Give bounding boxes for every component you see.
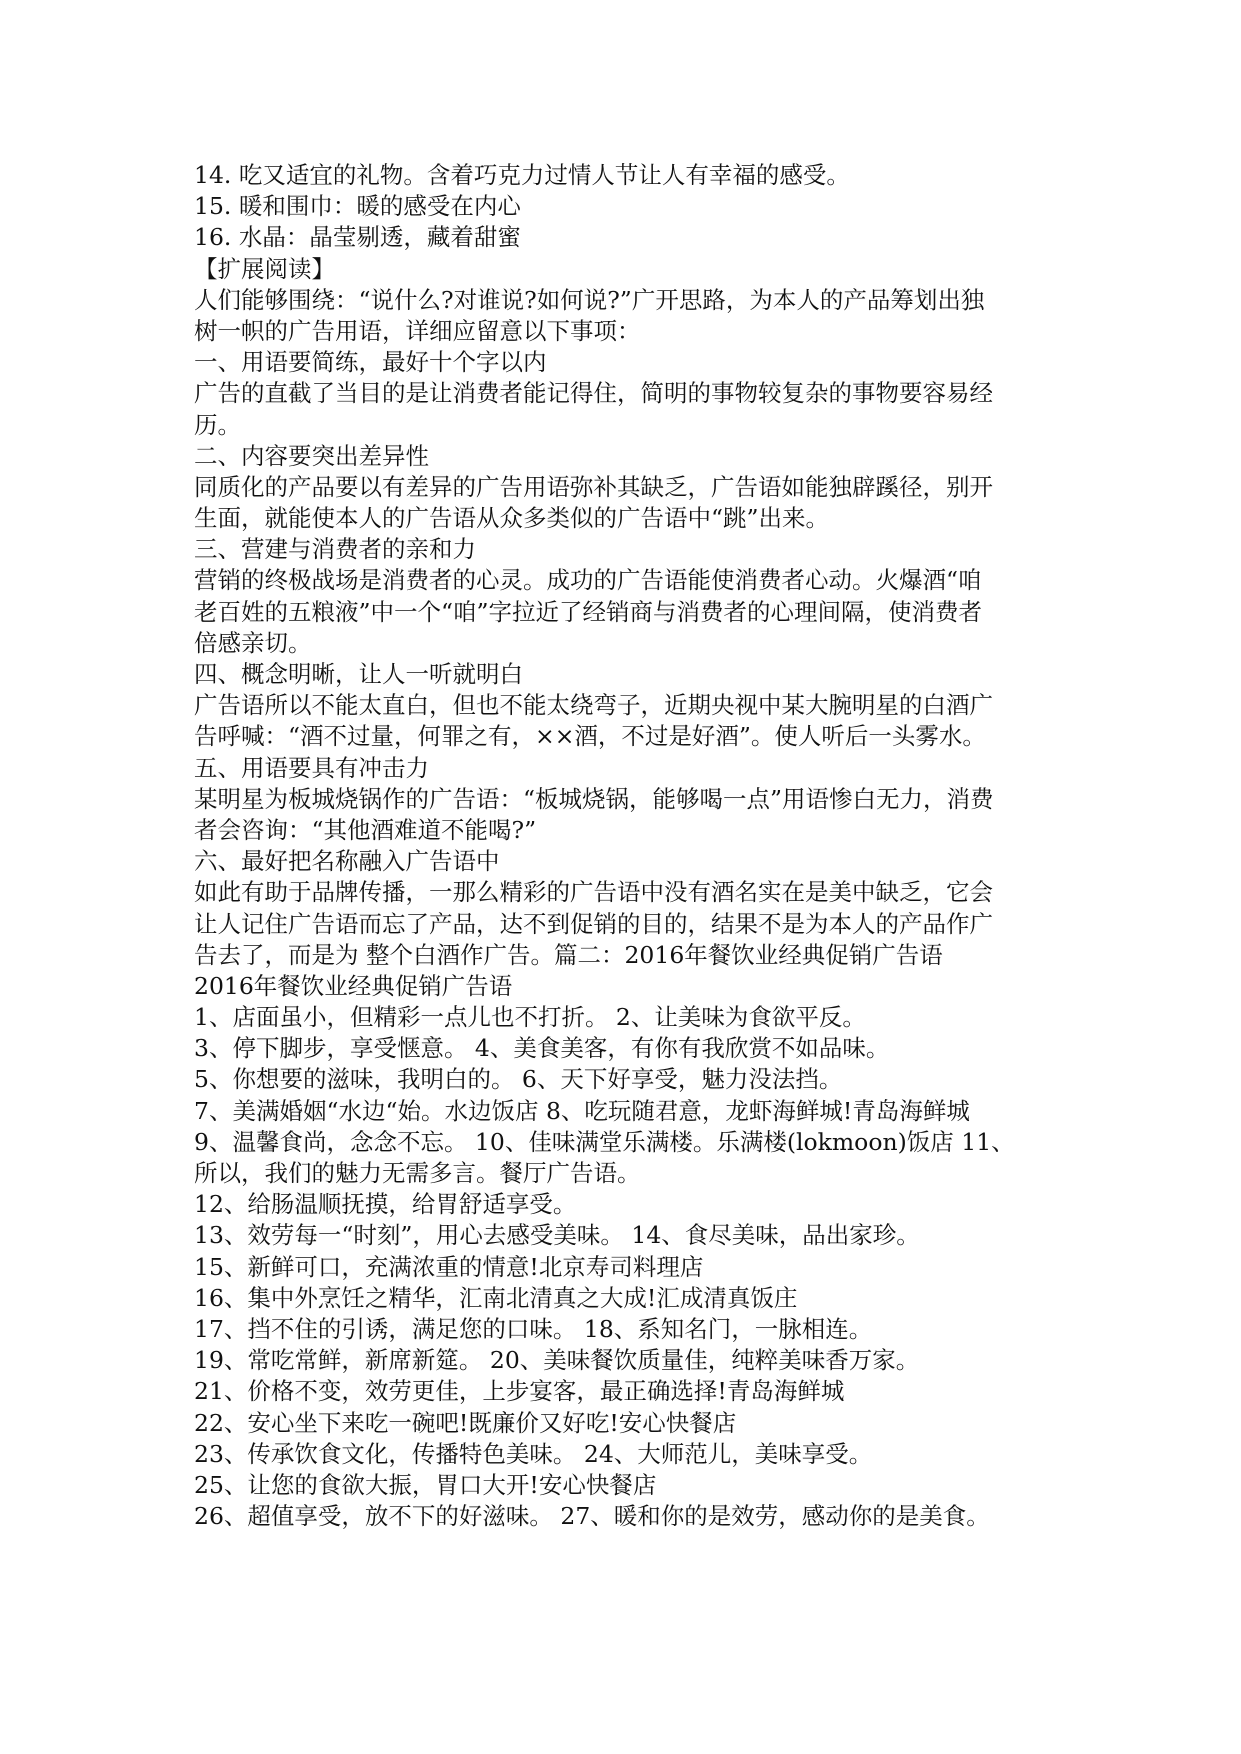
text-line: 告呼喊：“酒不过量，何罪之有，××酒，不过是好酒”。使人听后一头雾水。 — [194, 722, 986, 751]
text-line: 倍感亲切。 — [194, 628, 312, 657]
text-line: 14. 吃又适宜的礼物。含着巧克力过情人节让人有幸福的感受。 — [194, 161, 850, 189]
text-line: 7、美满婚姻“水边“始。水边饭店 8、吃玩随君意，龙虾海鲜城!青岛海鲜城 — [194, 1096, 970, 1125]
text-line: 六、最好把名称融入广告语中 — [194, 847, 500, 876]
text-line: 2016年餐饮业经典促销广告语 — [194, 971, 513, 1000]
text-line: 同质化的产品要以有差异的广告用语弥补其缺乏，广告语如能独辟蹊径，别开 — [194, 472, 993, 501]
text-line: 3、停下脚步，享受惬意。 4、美食美客，有你有我欣赏不如品味。 — [194, 1034, 890, 1063]
text-line: 【扩展阅读】 — [194, 254, 335, 283]
text-line: 三、营建与消费者的亲和力 — [194, 535, 476, 564]
text-line: 9、温馨食尚，念念不忘。 10、佳味满堂乐满楼。乐满楼(lokmoon)饭店 11、 — [194, 1127, 1015, 1156]
text-line: 1、店面虽小，但精彩一点儿也不打折。 2、让美味为食欲平反。 — [194, 1003, 866, 1032]
text-line: 16. 水晶：晶莹剔透，藏着甜蜜 — [194, 223, 521, 252]
text-line: 广告的直截了当目的是让消费者能记得住，简明的事物较复杂的事物要容易经 — [194, 379, 993, 408]
text-line: 19、常吃常鲜，新席新筵。 20、美味餐饮质量佳，纯粹美味香万家。 — [194, 1346, 920, 1375]
text-line: 5、你想要的滋味，我明白的。 6、天下好享受，魅力没法挡。 — [194, 1065, 843, 1094]
text-line: 如此有助于品牌传播，一那么精彩的广告语中没有酒名实在是美中缺乏，它会 — [194, 878, 993, 907]
text-line: 五、用语要具有冲击力 — [194, 753, 429, 782]
text-line: 二、内容要突出差异性 — [194, 441, 429, 470]
text-line: 人们能够围绕：“说什么?对谁说?如何说?”广开思路，为本人的产品筹划出独 — [194, 285, 985, 314]
text-line: 广告语所以不能太直白，但也不能太绕弯子，近期央视中某大腕明星的白酒广 — [194, 691, 993, 720]
text-line: 15. 暖和围巾：暖的感受在内心 — [194, 192, 521, 221]
text-line: 树一帜的广告用语，详细应留意以下事项： — [194, 316, 641, 345]
text-line: 21、价格不变，效劳更佳，上步宴客，最正确选择!青岛海鲜城 — [194, 1377, 845, 1406]
text-line: 某明星为板城烧锅作的广告语：“板城烧锅，能够喝一点”用语惨白无力，消费 — [194, 784, 994, 813]
text-line: 告去了，而是为 整个白酒作广告。篇二：2016年餐饮业经典促销广告语 — [194, 940, 943, 969]
text-line: 26、超值享受，放不下的好滋味。 27、暖和你的是效劳，感动你的是美食。 — [194, 1502, 990, 1531]
text-line: 一、用语要简练，最好十个字以内 — [194, 348, 547, 377]
text-line: 22、安心坐下来吃一碗吧!既廉价又好吃!安心快餐店 — [194, 1408, 737, 1437]
text-line: 25、让您的食欲大振，胃口大开!安心快餐店 — [194, 1470, 657, 1499]
text-line: 四、概念明晰，让人一听就明白 — [194, 660, 523, 688]
text-line: 老百姓的五粮液”中一个“咱”字拉近了经销商与消费者的心理间隔，使消费者 — [194, 597, 983, 626]
document-page — [194, 160, 1054, 1532]
text-line: 历。 — [194, 410, 241, 439]
text-line: 营销的终极战场是消费者的心灵。成功的广告语能使消费者心动。火爆酒“咱 — [194, 566, 982, 595]
text-line: 者会咨询：“其他酒难道不能喝?” — [194, 815, 537, 844]
text-line: 生面，就能使本人的广告语从众多类似的广告语中“跳”出来。 — [194, 504, 830, 533]
text-line: 17、挡不住的引诱，满足您的口味。 18、系知名门，一脉相连。 — [194, 1314, 873, 1343]
text-line: 让人记住广告语而忘了产品，达不到促销的目的，结果不是为本人的产品作广 — [194, 909, 993, 938]
text-line: 15、新鲜可口，充满浓重的情意!北京寿司料理店 — [194, 1252, 704, 1281]
text-line: 16、集中外烹饪之精华，汇南北清真之大成!汇成清真饭庄 — [194, 1283, 798, 1312]
text-line: 13、效劳每一“时刻”，用心去感受美味。 14、食尽美味，品出家珍。 — [194, 1221, 920, 1250]
text-line: 12、给肠温顺抚摸，给胃舒适享受。 — [194, 1190, 577, 1219]
text-line: 23、传承饮食文化，传播特色美味。 24、大师范儿，美味享受。 — [194, 1439, 873, 1468]
text-line: 所以，我们的魅力无需多言。餐厅广告语。 — [194, 1159, 641, 1187]
